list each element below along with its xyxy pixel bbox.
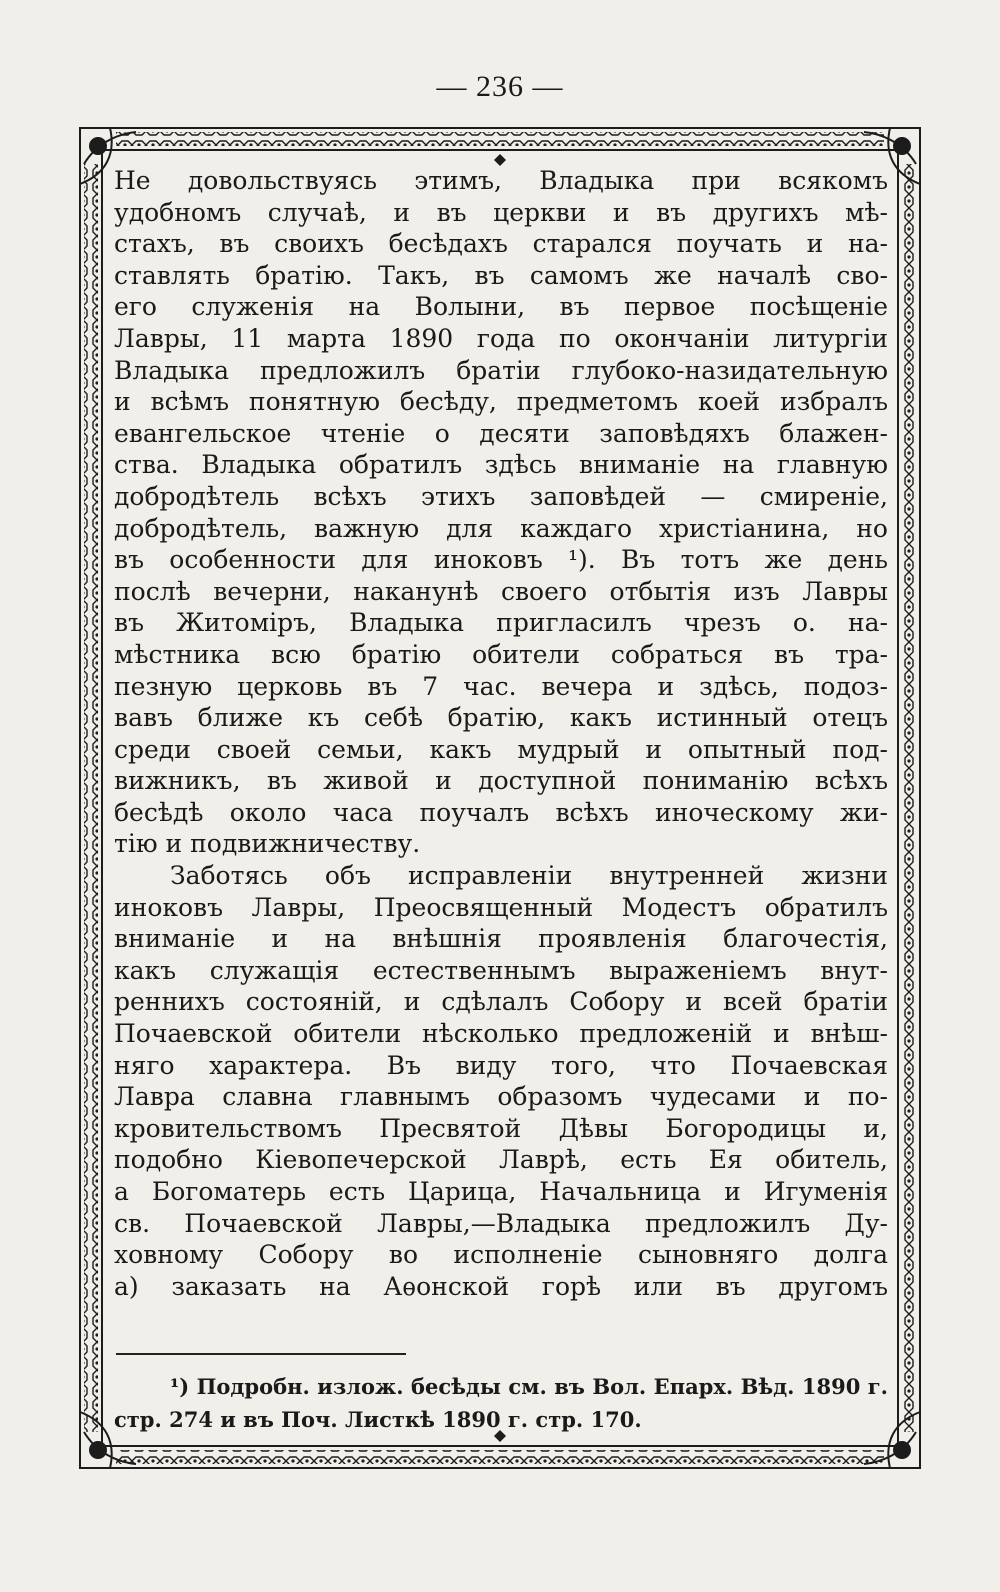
text-line: вниманіе и на внѣшнія проявленія благочестія,: [114, 924, 888, 954]
text-line: Лавра славна главнымъ образомъ чудесами и по-: [114, 1082, 888, 1112]
text-line-paragraph-start: Заботясь объ исправленіи внутренней жизни: [170, 861, 888, 891]
text-line: стахъ, въ своихъ бесѣдахъ старался поучать и на-: [114, 229, 888, 259]
text-line: вавъ ближе къ себѣ братію, какъ истинный отецъ: [114, 703, 888, 733]
text-line: въ особенности для иноковъ ¹). Въ тотъ же день: [114, 545, 888, 575]
text-line: евангельское чтеніе о десяти заповѣдяхъ блажен-: [114, 418, 888, 448]
text-line: бесѣдѣ около часа поучалъ всѣхъ иноческому жи-: [114, 797, 888, 827]
text-line: послѣ вечерни, наканунѣ своего отбытія изъ Лавры: [114, 576, 888, 606]
text-line-paragraph-end: тію и подвижничеству.: [114, 829, 421, 859]
text-line: добродѣтель, важную для каждаго христіанина, но: [114, 513, 888, 543]
text-line: кровительствомъ Пресвятой Дѣвы Богородицы и,: [114, 1113, 888, 1143]
text-line: реннихъ состояній, и сдѣлалъ Собору и всей братіи: [114, 987, 888, 1017]
text-line: св. Почаевской Лавры,—Владыка предложилъ Ду-: [114, 1208, 888, 1238]
text-line: Почаевской обители нѣсколько предложеній и внѣш-: [114, 1019, 888, 1049]
text-line: удобномъ случаѣ, и въ церкви и въ другихъ мѣ-: [114, 197, 888, 227]
page-number: — 236 —: [436, 70, 564, 103]
footnote: [114, 1370, 888, 1436]
text-line: мѣстника всю братію обители собраться въ тра-: [114, 639, 888, 669]
footnote-line: ¹) Подробн. излож. бесѣды см. въ Вол. Епарх. Вѣд. 1890 г.: [170, 1374, 888, 1399]
text-line: иноковъ Лавры, Преосвященный Модестъ обратилъ: [114, 892, 888, 922]
text-line: а) заказать на Аѳонской горѣ или въ другомъ: [114, 1271, 888, 1301]
text-line: ства. Владыка обратилъ здѣсь вниманіе на главную: [114, 450, 888, 480]
text-line: а Богоматерь есть Царица, Начальница и Игуменія: [114, 1177, 888, 1206]
footnote-line: стр. 274 и въ Поч. Листкѣ 1890 г. стр. 170.: [114, 1407, 642, 1432]
footnote-divider: [116, 1353, 406, 1355]
text-line: подобно Кіевопечерской Лаврѣ, есть Ея обитель,: [114, 1145, 888, 1175]
text-line: и всѣмъ понятную бесѣду, предметомъ коей избралъ: [114, 387, 888, 417]
text-line: няго характера. Въ виду того, что Почаевская: [114, 1050, 888, 1080]
text-line: добродѣтель всѣхъ этихъ заповѣдей — смиреніе,: [114, 481, 888, 511]
text-line: Не довольствуясь этимъ, Владыка при всякомъ: [114, 166, 888, 195]
text-line: вижникъ, въ живой и доступной пониманію всѣхъ: [114, 766, 888, 796]
body-text: [114, 165, 888, 1302]
text-line: Владыка предложилъ братіи глубоко-назидательную: [114, 355, 888, 385]
text-line: среди своей семьи, какъ мудрый и опытный под-: [114, 734, 888, 764]
text-line: ховному Собору во исполненіе сыновняго долга: [114, 1240, 888, 1270]
text-line: Лавры, 11 марта 1890 года по окончаніи литургіи: [114, 323, 888, 353]
text-line: въ Житоміръ, Владыка пригласилъ чрезъ о. на-: [114, 608, 888, 638]
text-line: его служенія на Волыни, въ первое посѣщеніе: [114, 292, 888, 322]
text-line: какъ служащія естественнымъ выраженіемъ внут-: [114, 955, 888, 985]
text-line: пезную церковь въ 7 час. вечера и здѣсь, подоз-: [114, 671, 888, 701]
text-line: ставлять братію. Такъ, въ самомъ же началѣ сво-: [114, 260, 888, 290]
